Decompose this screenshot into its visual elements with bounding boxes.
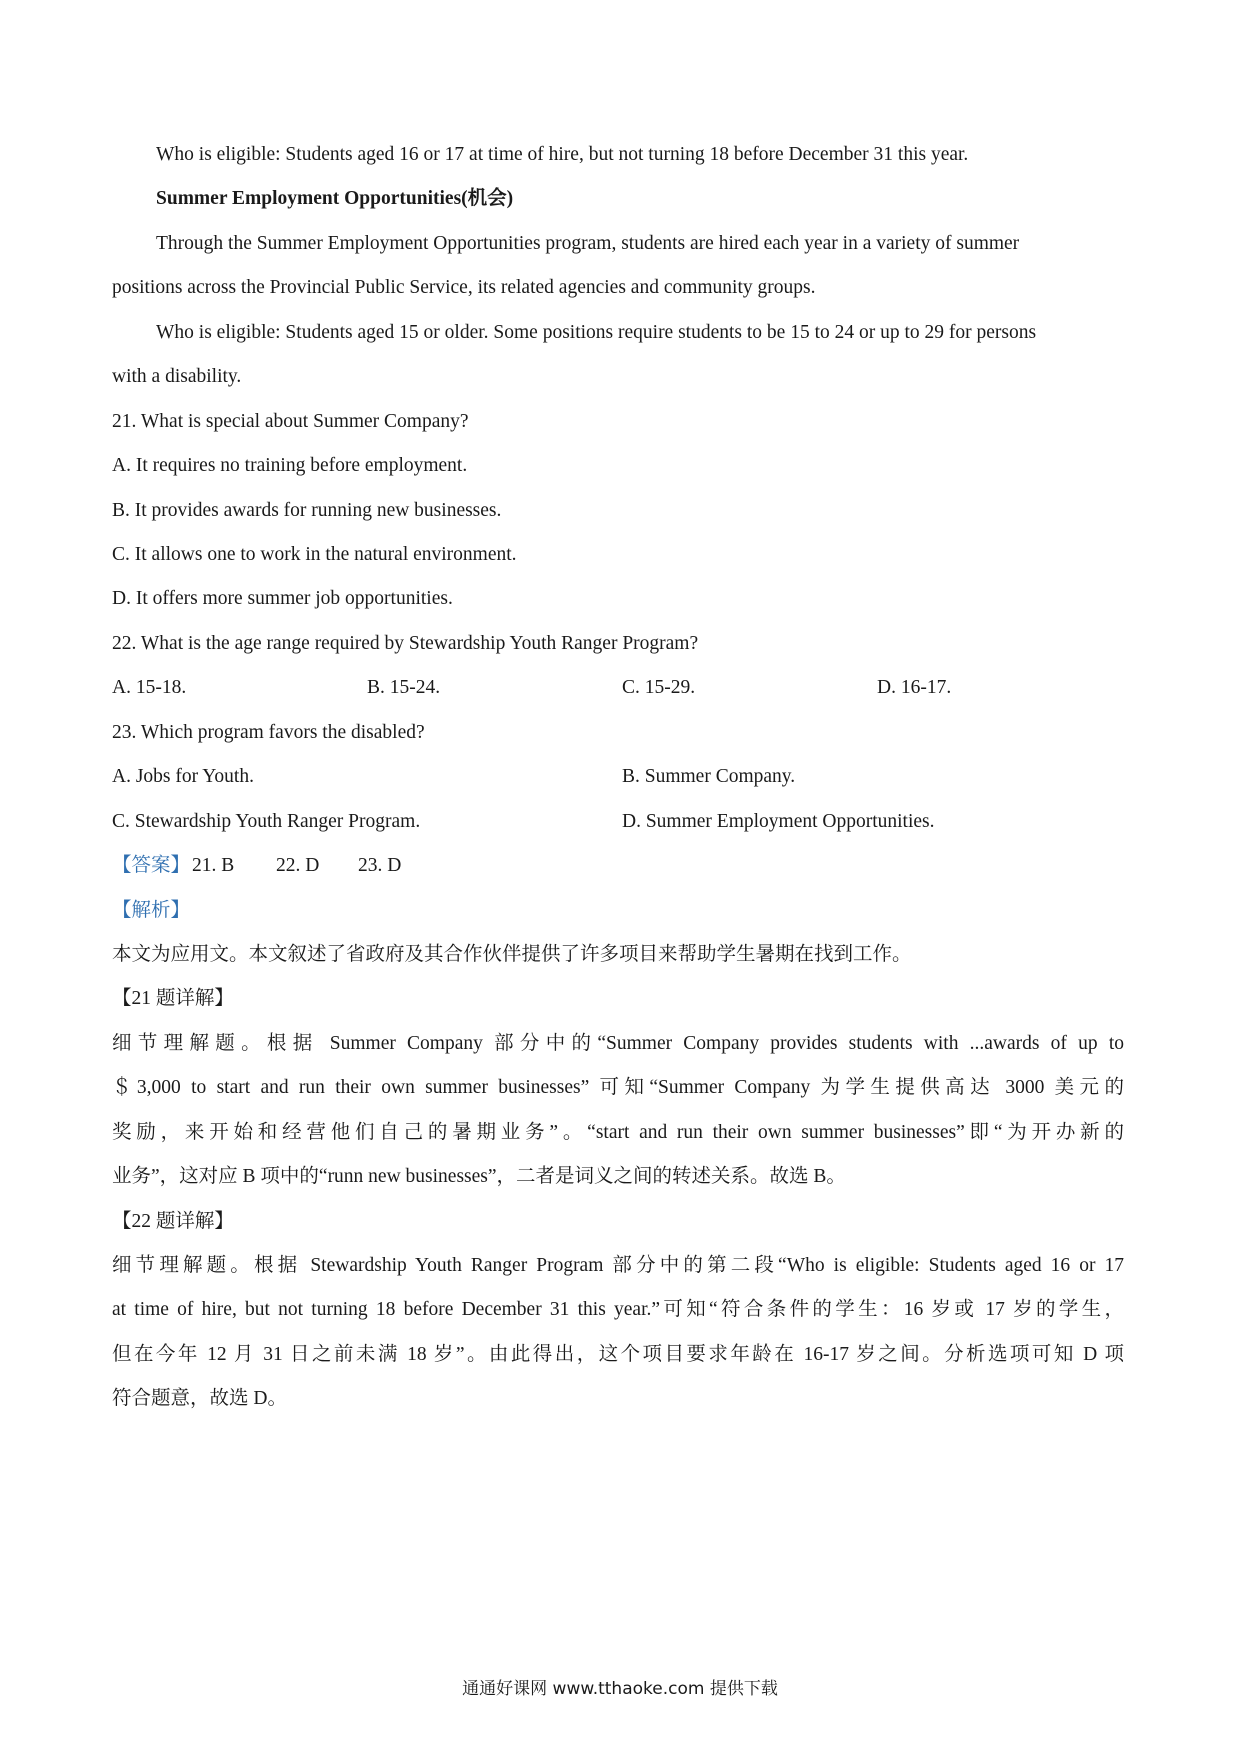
program-description-line-2: positions across the Provincial Public Service, its related agencies and community groups. <box>112 277 816 298</box>
question-22-stem: 22. What is the age range required by Stewardship Youth Ranger Program? <box>112 633 699 654</box>
page-footer: 通通好课网 www.tthaoke.com 提供下载 <box>462 1679 778 1699</box>
detail-21-line-1: 细节理解题。根据 Summer Company 部分中的“Summer Company provides students with ...awards of up to <box>112 1033 1124 1054</box>
answer-21: 21. B <box>192 855 235 876</box>
answer-23: 23. D <box>358 855 402 876</box>
eligibility-text-2-line-2: with a disability. <box>112 366 242 387</box>
analysis-summary: 本文为应用文。本文叙述了省政府及其合作伙伴提供了许多项目来帮助学生暑期在找到工作。 <box>112 944 912 965</box>
detail-22-title: 【22 题详解】 <box>112 1211 234 1232</box>
detail-21-line-2: ＄3,000 to start and run their own summer businesses” 可知“Summer Company 为学生提供高达 3000 美元的 <box>112 1077 1124 1098</box>
answer-line <box>112 854 401 878</box>
question-21-stem: 21. What is special about Summer Company? <box>112 411 469 432</box>
question-22-options <box>112 676 1132 700</box>
detail-22-line-3: 但在今年 12 月 31 日之前未满 18 岁”。由此得出，这个项目要求年龄在 16-17 岁之间。分析选项可知 D 项 <box>112 1344 1124 1365</box>
question-21-option-b: B. It provides awards for running new businesses. <box>112 500 502 521</box>
analysis-label: 【解析】 <box>112 900 191 921</box>
question-22-option-a: A. 15-18. <box>112 677 187 698</box>
program-description-line-1: Through the Summer Employment Opportunities program, students are hired each year in a variety of summer <box>156 233 1020 254</box>
question-23-stem: 23. Which program favors the disabled? <box>112 722 425 743</box>
detail-21-title: 【21 题详解】 <box>112 988 234 1009</box>
detail-22-line-4: 符合题意，故选 D。 <box>112 1388 287 1409</box>
question-21-option-d: D. It offers more summer job opportunities. <box>112 588 453 609</box>
detail-22-line-2: at time of hire, but not turning 18 before December 31 this year.”可知“符合条件的学生：16 岁或 17 岁的学生， <box>112 1299 1124 1320</box>
question-23-option-a: A. Jobs for Youth. <box>112 766 254 787</box>
question-23-options-row-2 <box>112 810 1132 834</box>
eligibility-text-2-line-1: Who is eligible: Students aged 15 or older. Some positions require students to be 15 to 24 or up to 29 for persons <box>156 322 1037 343</box>
question-21-option-c: C. It allows one to work in the natural environment. <box>112 544 517 565</box>
question-22-option-b: B. 15-24. <box>367 677 441 698</box>
question-22-option-c: C. 15-29. <box>622 677 696 698</box>
detail-21-line-4: 业务”，这对应 B 项中的“runn new businesses”，二者是词义之间的转述关系。故选 B。 <box>112 1166 846 1187</box>
question-22-option-d: D. 16-17. <box>877 677 952 698</box>
question-23-options-row-1 <box>112 765 1132 789</box>
section-heading: Summer Employment Opportunities(机会) <box>156 188 514 209</box>
answer-22: 22. D <box>276 855 320 876</box>
detail-21-line-3: 奖励，来开始和经营他们自己的暑期业务”。“start and run their own summer businesses”即“为开办新的 <box>112 1122 1124 1143</box>
question-23-option-b: B. Summer Company. <box>622 766 796 787</box>
eligibility-text-1: Who is eligible: Students aged 16 or 17 at time of hire, but not turning 18 before December 31 this year. <box>156 144 969 165</box>
answer-label: 【答案】 <box>112 855 191 876</box>
question-21-option-a: A. It requires no training before employment. <box>112 455 468 476</box>
question-23-option-c: C. Stewardship Youth Ranger Program. <box>112 811 421 832</box>
question-23-option-d: D. Summer Employment Opportunities. <box>622 811 935 832</box>
detail-22-line-1: 细节理解题。根据 Stewardship Youth Ranger Program 部分中的第二段“Who is eligible: Students aged 16 or 17 <box>112 1255 1124 1276</box>
